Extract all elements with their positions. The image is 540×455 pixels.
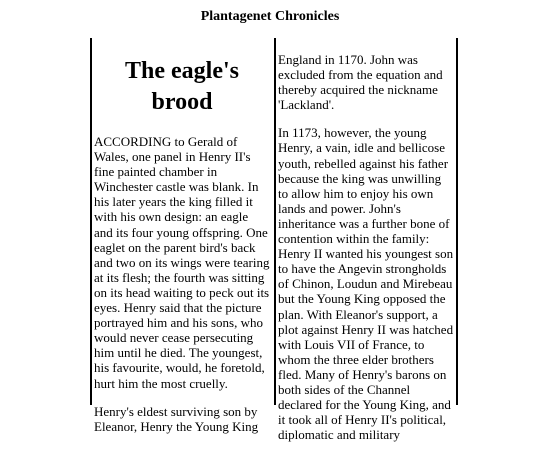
- column-divider-left: [90, 38, 92, 405]
- article-paragraph: England in 1170. John was excluded from the equation and thereby acquired the nickname 'Lackland'.: [278, 52, 443, 113]
- site-title: Plantagenet Chronicles: [200, 9, 340, 24]
- article-column-left: [94, 56, 270, 447]
- article-paragraph: ACCORDING to Gerald of Wales, one panel in Henry II's fine painted chamber in Winchester castle was blank. In his later years the king filled it with his own design: an eagle and its four young offspring. One eaglet on the parent bird's back and two on its wings were tearing at its flesh; the fourth was sitting on its head waiting to peck out its eyes. Henry said that the picture portrayed him and his sons, who would never cease persecuting him until he died. The youngest, his favourite, would, he foretold, hurt him the most cruelly.: [94, 134, 270, 391]
- column-divider-right: [456, 38, 458, 405]
- column-divider-middle: [274, 38, 276, 405]
- article-paragraph: In 1173, however, the young Henry, a vain, idle and bellicose youth, rebelled against his father because the king was unwilling to allow him to enjoy his own lands and power. John's inheritance was a further bone of contention within the family: Henry II wanted his youngest son to have the Angevin strongholds of Chinon, Loudun and Mirebeau but the Young King opposed the plan. With Eleanor's support, a plot against Henry II was hatched with Louis VII of France, to whom the three elder brothers fled. Many of Henry's barons on both sides of the Channel declared for the Young King, and it took all of Henry II's political, diplomatic and military: [278, 125, 454, 443]
- article-paragraph: Henry's eldest surviving son by Eleanor, Henry the Young King: [94, 403, 259, 434]
- article-column-right: [278, 52, 454, 455]
- article-headline: The eagle's brood: [125, 58, 239, 115]
